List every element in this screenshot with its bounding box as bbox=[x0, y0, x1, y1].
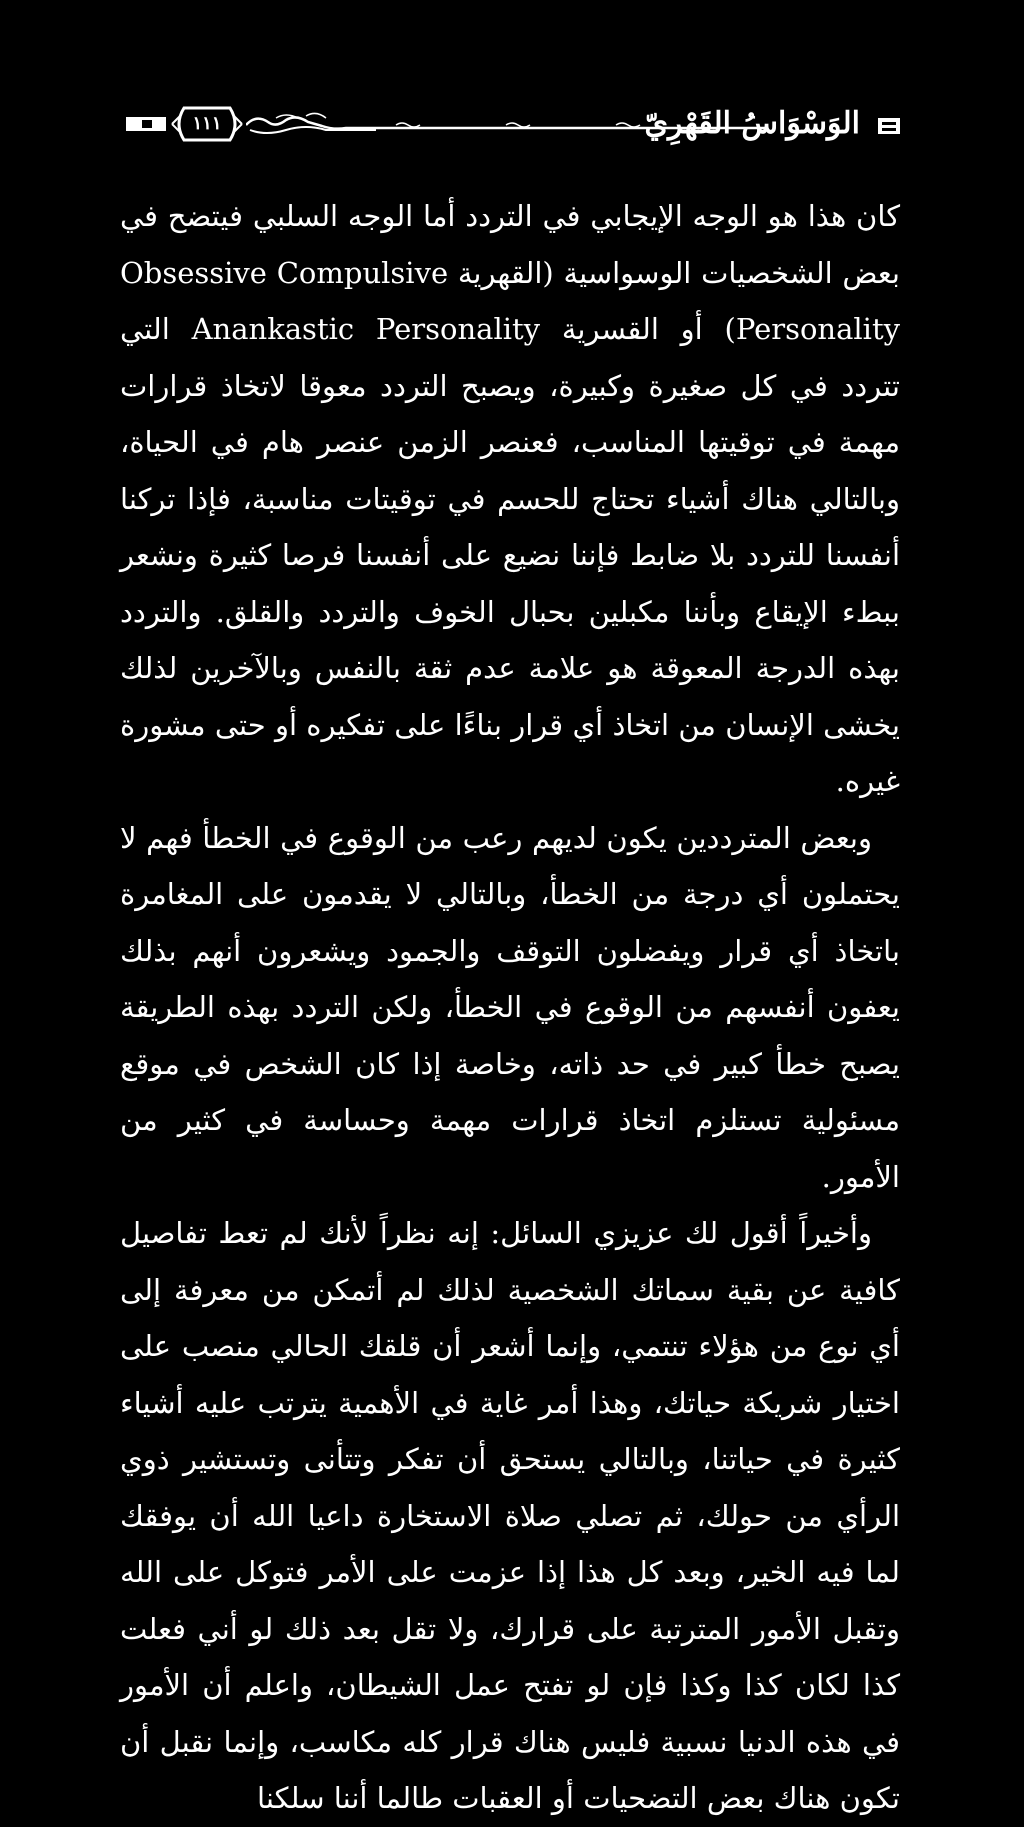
paragraph-1: كان هذا هو الوجه الإيجابي في التردد أما الوجه السلبي فيتضح في بعض الشخصيات الوسواسية (القهرية Obsessive Compulsive Personality) أو القسرية Anankastic Personality التي تتردد في كل صغيرة وكبيرة، ويصبح التردد معوقا لاتخاذ قرارات مهمة في توقيتها المناسب، فعنصر الزمن عنصر هام في الحياة، وبالتالي هناك أشياء تحتاج للحسم في توقيتات مناسبة، فإذا تركنا أنفسنا للتردد بلا ضابط فإننا نضيع على أنفسنا فرصا كثيرة ونشعر ببطء الإيقاع وبأننا مكبلين بحبال الخوف والتردد والقلق. والتردد بهذه الدرجة المعوقة هو علامة عدم ثقة بالنفس وبالآخرين لذلك يخشى الإنسان من اتخاذ أي قرار بناءًا على تفكيره أو حتى مشورة غيره. bbox=[120, 199, 900, 798]
body-text bbox=[120, 188, 900, 1827]
page-header bbox=[120, 100, 900, 150]
header-right-ornament-block bbox=[878, 118, 900, 134]
page-number: ١١١ bbox=[192, 113, 222, 134]
paragraph-3: وأخيراً أقول لك عزيزي السائل: إنه نظراً لأنك لم تعط تفاصيل كافية عن بقية سماتك الشخصية لذلك لم أتمكن من معرفة إلى أي نوع من هؤلاء تنتمي، وإنما أشعر أن قلقك الحالي منصب على اختيار شريكة حياتك، وهذا أمر غاية في الأهمية يترتب عليه أشياء كثيرة في حياتنا، وبالتالي يستحق أن تفكر وتتأنى وتستشير ذوي الرأي من حولك، ثم تصلي صلاة الاستخارة داعيا الله أن يوفقك لما فيه الخير، وبعد كل هذا إذا عزمت على الأمر فتوكل على الله وتقبل الأمور المترتبة على قرارك، ولا تقل بعد ذلك لو أني فعلت كذا لكان كذا وكذا فإن لو تفتح عمل الشيطان، واعلم أن الأمور في هذه الدنيا نسبية فليس هناك قرار كله مكاسب، وإنما نقبل أن تكون هناك بعض التضحيات أو العقبات طالما أننا سلكنا bbox=[120, 1216, 900, 1815]
header-left-ornament-block bbox=[126, 117, 166, 131]
book-title: الوَسْوَاسُ القَهْرِيّ bbox=[644, 106, 860, 141]
paragraph-2: وبعض المترددين يكون لديهم رعب من الوقوع في الخطأ فهم لا يحتملون أي درجة من الخطأ، وبالتالي لا يقدمون على المغامرة باتخاذ أي قرار ويفضلون التوقف والجمود ويشعرون أنهم بذلك يعفون أنفسهم من الوقوع في الخطأ، ولكن التردد بهذه الطريقة يصبح خطأ كبير في حد ذاته، وخاصة إذا كان الشخص في موقع مسئولية تستلزم اتخاذ قرارات مهمة وحساسة في كثير من الأمور. bbox=[120, 820, 900, 1194]
page-number-badge bbox=[170, 104, 244, 144]
